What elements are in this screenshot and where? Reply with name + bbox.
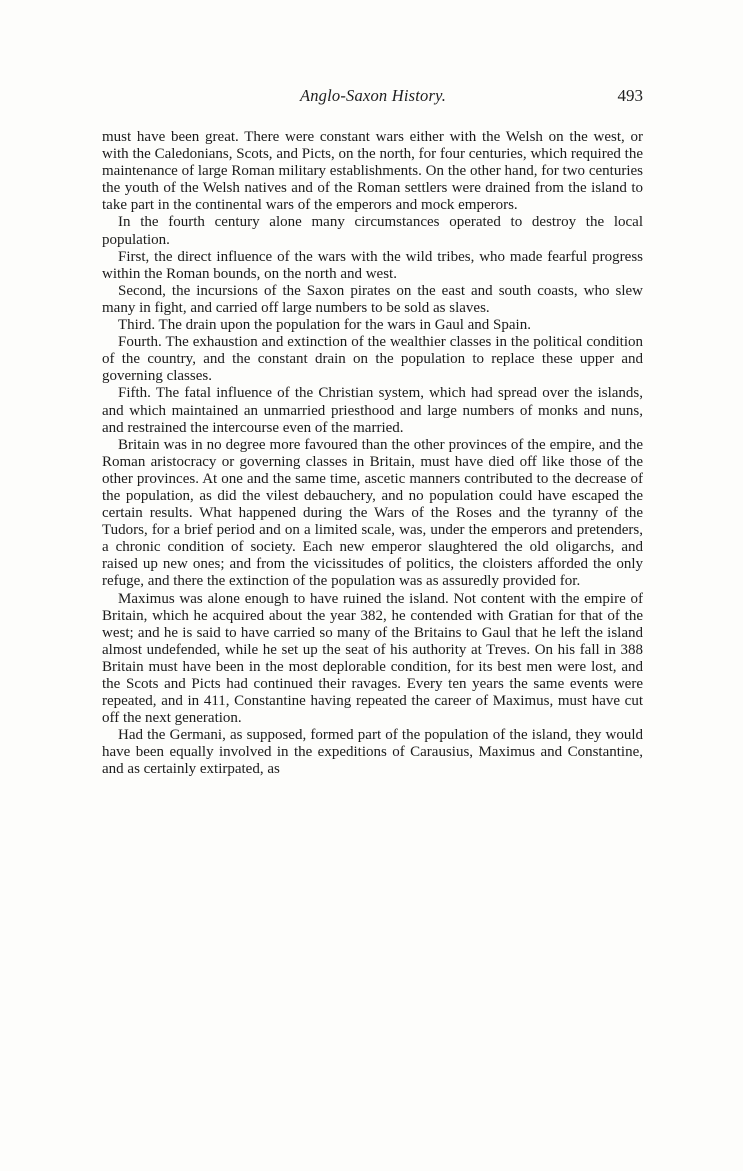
paragraph: must have been great. There were constant wars either with the Welsh on the west, or with the Caledonians, Scots, and Picts, on the north, for four centuries, which required the maintenance of large Roman military establishments. On the other hand, for two centuries the youth of the Welsh natives and of the Roman settlers were drained from the island to take part in the continental wars of the emperors and mock emperors.: [102, 129, 643, 214]
paragraph: First, the direct influence of the wars with the wild tribes, who made fearful progress within the Roman bounds, on the north and west.: [102, 248, 643, 282]
page-number: 493: [617, 86, 643, 105]
paragraph: Third. The drain upon the population for the wars in Gaul and Spain.: [118, 317, 531, 334]
body-text: [102, 129, 643, 779]
paragraph: Had the Germani, as supposed, formed part of the population of the island, they would have been equally involved in the expeditions of Carausius, Maximus and Constantine, and as certainly extirpated, as: [102, 727, 643, 778]
paragraph: Fifth. The fatal influence of the Christian system, which had spread over the islands, and which maintained an unmarried priesthood and large numbers of monks and nuns, and restrained the intercourse even of the married.: [102, 385, 643, 436]
running-title: Anglo-Saxon History.: [299, 86, 447, 105]
paragraph: Fourth. The exhaustion and extinction of the wealthier classes in the political condition of the country, and the constant drain on the population to replace these upper and governing classes.: [102, 334, 643, 385]
paragraph: Maximus was alone enough to have ruined the island. Not content with the empire of Britain, which he acquired about the year 382, he contended with Gratian for that of the west; and he is said to have carried so many of the Britains to Gaul that he left the island almost undefended, while he set up the seat of his authority at Treves. On his fall in 388 Britain must have been in the most deplorable condition, for its best men were lost, and the Scots and Picts had continued their ravages. Every ten years the same events were repeated, and in 411, Constantine having repeated the career of Maximus, must have cut off the next generation.: [102, 590, 643, 727]
running-head: [103, 86, 643, 108]
paragraph: Britain was in no degree more favoured than the other provinces of the empire, and the Roman aristocracy or governing classes in Britain, must have died off like those of the other provinces. At one and the same time, ascetic manners contributed to the decrease of the population, as did the vilest debauchery, and no population could have escaped the certain results. What happened during the Wars of the Roses and the tyranny of the Tudors, for a brief period and on a limited scale, was, under the emperors and pretenders, a chronic condition of society. Each new emperor slaughtered the old oligarchs, and raised up new ones; and from the vicissitudes of politics, the cloisters afforded the only refuge, and there the extinction of the population was as assuredly provided for.: [102, 436, 643, 590]
paragraph: Second, the incursions of the Saxon pirates on the east and south coasts, who slew many in fight, and carried off large numbers to be sold as slaves.: [102, 282, 643, 316]
paragraph: In the fourth century alone many circumstances operated to destroy the local population.: [102, 214, 643, 248]
